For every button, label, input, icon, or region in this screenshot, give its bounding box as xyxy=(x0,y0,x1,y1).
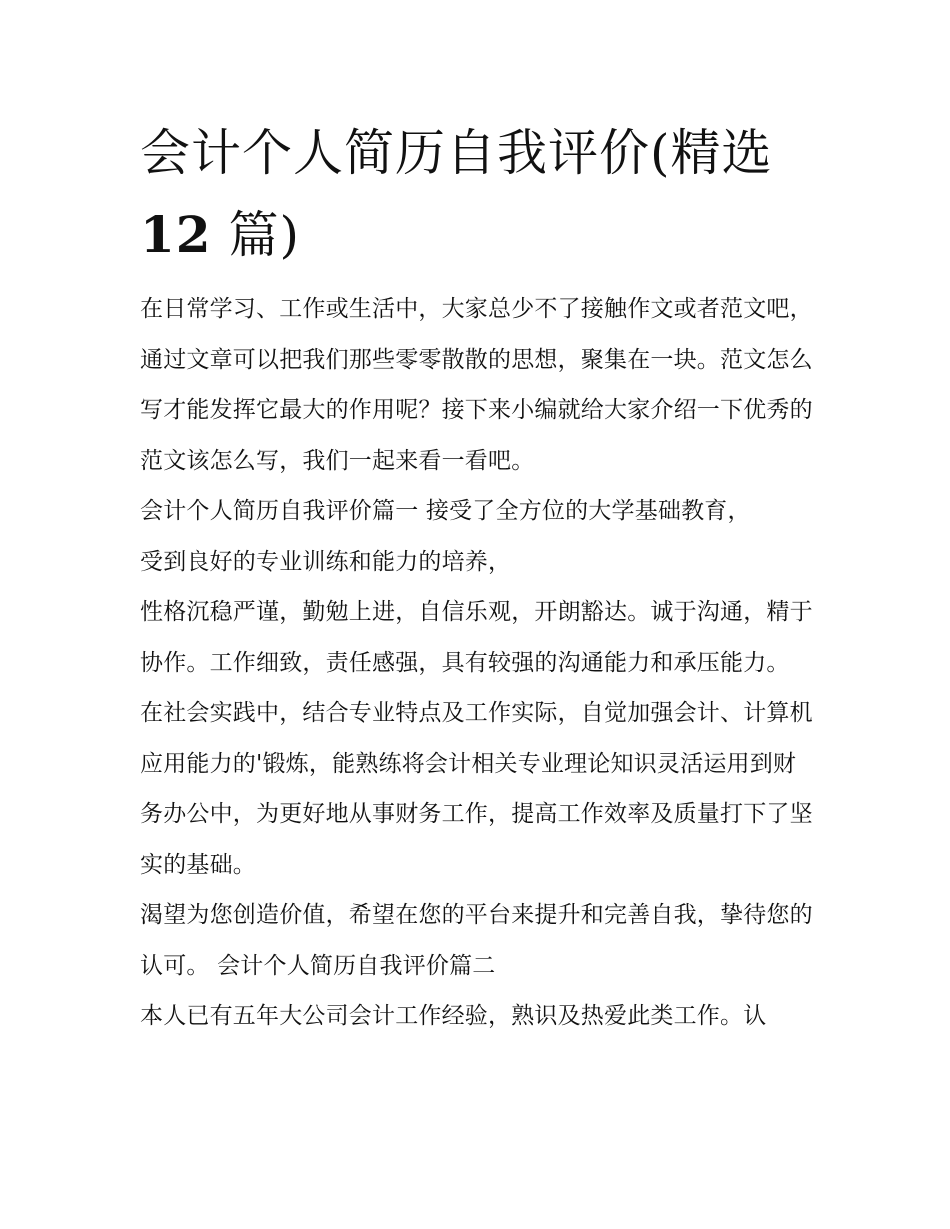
paragraph-personality: 性格沉稳严谨，勤勉上进，自信乐观，开朗豁达。诚于沟通，精于协作。工作细致，责任感强，具有较强的沟通能力和承压能力。 xyxy=(140,599,813,676)
paragraph-training: 受到良好的专业训练和能力的培养， xyxy=(140,548,512,575)
document-page xyxy=(140,112,815,1042)
document-title xyxy=(140,112,815,276)
paragraph-experience: 本人已有五年大公司会计工作经验，熟识及热爱此类工作。认 xyxy=(140,1003,767,1029)
title-line-1: 会计个人简历自我评价(精选 xyxy=(140,124,773,182)
paragraph-intro: 在日常学习、工作或生活中，大家总少不了接触作文或者范文吧，通过文章可以把我们那些零零散散的思想，聚集在一块。范文怎么写才能发挥它最大的作用呢？接下来小编就给大家介绍一下优秀的范文该怎么写，我们一起来看一看吧。 xyxy=(140,296,813,474)
title-number: 12 xyxy=(140,205,212,264)
paragraph-section-one-heading: 会计个人简历自我评价篇一 接受了全方位的大学基础教育， xyxy=(140,498,751,524)
paragraph-aspiration: 渴望为您创造价值，希望在您的平台来提升和完善自我，挚待您的认可。 会计个人简历自我评价篇二 xyxy=(140,902,813,979)
document-body xyxy=(140,284,815,1042)
paragraph-practice: 在社会实践中，结合专业特点及工作实际，自觉加强会计、计算机应用能力的'锻炼，能熟练将会计相关专业理论知识灵活运用到财务办公中，为更好地从事财务工作，提高工作效率及质量打下了坚实的基础。 xyxy=(140,700,813,878)
title-line-2: 篇) xyxy=(211,206,300,264)
